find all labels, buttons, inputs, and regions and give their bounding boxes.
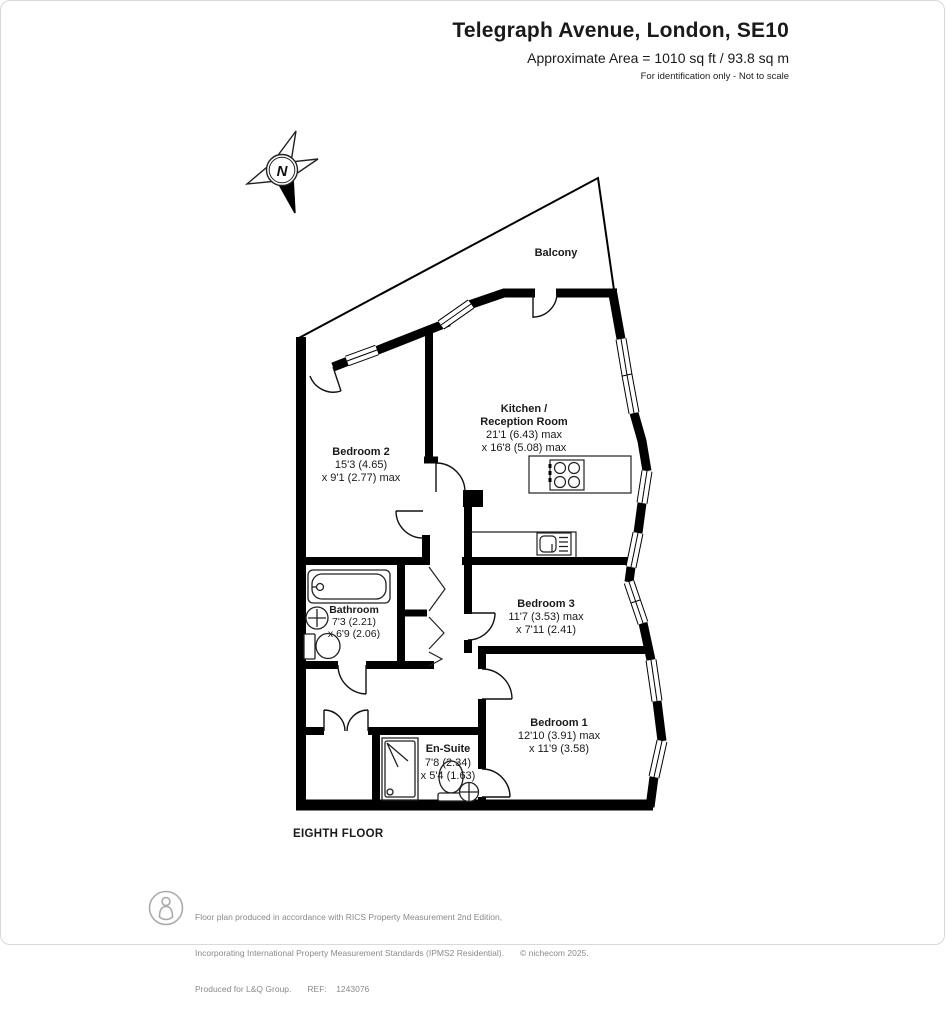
room-label-bedroom-3 [508,598,583,637]
room-label-en-suite [421,743,476,784]
nichecom-logo-icon [147,887,187,931]
floorplan-drawing [1,1,946,946]
room-name: Bedroom 2 [332,446,390,458]
reference-number: REF: 1243076 [307,984,370,994]
room-label-bedroom-2 [322,446,401,485]
compass [247,131,318,213]
footer [147,887,589,1019]
shower-icon [382,738,418,800]
room-dimension: x 7'11 (2.41) [516,624,576,636]
bathtub-icon [308,570,390,603]
room-dimension: 12'10 (3.91) max [517,730,601,742]
hob-icon [549,460,585,490]
footer-text [195,887,589,1019]
page-title: Telegraph Avenue, London, SE10 [452,19,789,42]
room-label-balcony [535,247,578,260]
room-name: Reception Room [480,416,568,428]
room-name: Bedroom 3 [517,598,575,610]
room-dimension: 15'3 (4.65) [334,459,388,471]
room-dimension: x 11'9 (3.58) [529,743,589,755]
approximate-area: Approximate Area = 1010 sq ft / 93.8 sq m [527,50,789,66]
copyright: © nichecom 2025. [520,948,589,958]
room-dimension: 21'1 (6.43) max [485,429,563,441]
room-label-bathroom [328,604,380,640]
windows [347,304,662,777]
kitchen-sink-icon [537,533,571,555]
room-dimension: x 5'4 (1.63) [420,770,476,782]
room-dimension: x 16'8 (5.08) max [481,442,567,454]
room-dimension: x 9'1 (2.77) max [321,472,401,484]
footer-line: Floor plan produced in accordance with RICS Property Measurement 2nd Edition, [195,912,503,922]
identification-note: For identification only - Not to scale [640,71,789,82]
room-dimension: 7'8 (2.34) [424,756,472,769]
room-dimension: x 6'9 (2.06) [327,628,381,640]
compass-north-label: N [276,163,288,180]
closet-doors-icon [429,567,445,666]
floor-label: EIGHTH FLOOR [293,828,384,840]
room-dimension: 7'3 (2.21) [331,616,377,628]
ensuite-sink-icon [460,783,479,802]
room-label-kitchen [480,403,567,455]
room-name: Bedroom 1 [530,717,588,729]
room-name: Balcony [534,247,578,259]
bathroom-sink-icon [306,607,328,629]
room-label-bedroom-1 [518,717,600,756]
room-name: Bathroom [329,604,379,616]
header [452,19,789,82]
footer-line: Incorporating International Property Measurement Standards (IPMS2 Residential). © nichecom 2025. [195,948,589,958]
room-name: En-Suite [425,743,471,755]
room-name: Kitchen / [500,403,548,415]
footer-line: Produced for L&Q Group. REF: 1243076 [195,984,370,994]
room-dimension: 11'7 (3.53) max [508,611,584,623]
